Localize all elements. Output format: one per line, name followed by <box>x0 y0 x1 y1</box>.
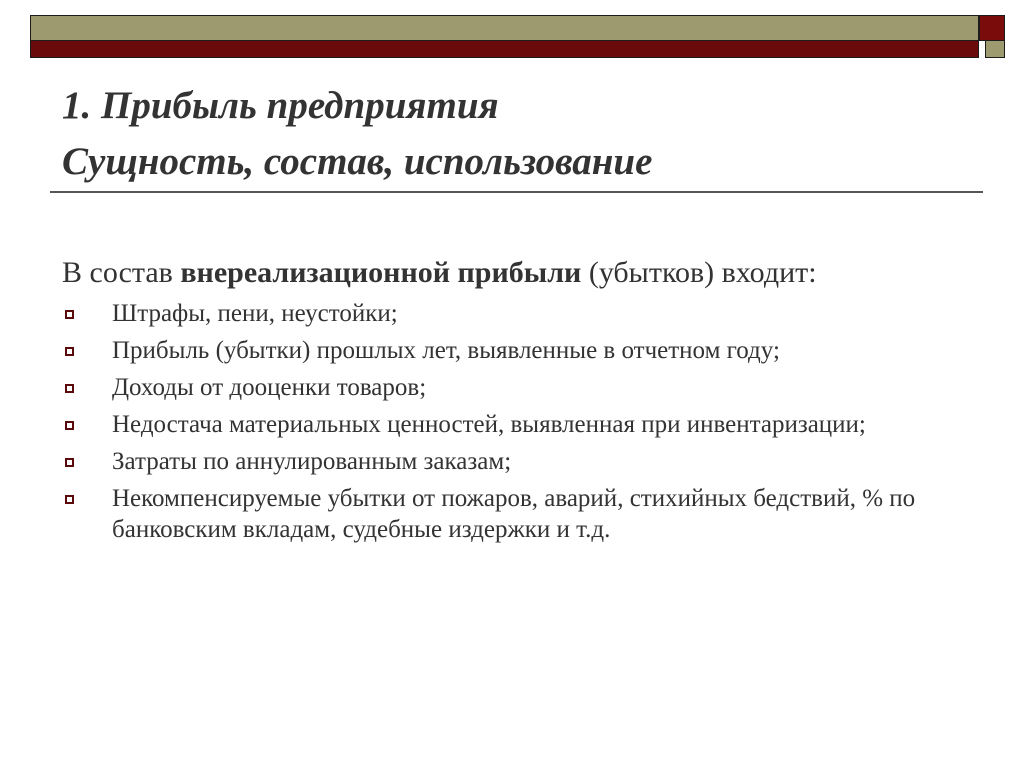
bullet-text: Штрафы, пени, неустойки; <box>112 300 398 327</box>
hollow-square-icon <box>65 347 74 356</box>
header-band-olive <box>30 15 979 41</box>
bullet-text: Доходы от дооценки товаров; <box>112 374 427 401</box>
hollow-square-icon <box>65 310 74 319</box>
hollow-square-icon <box>65 458 74 467</box>
bullet-list <box>62 298 942 551</box>
list-item <box>62 335 942 366</box>
bullet-text: Затраты по аннулированным заказам; <box>112 448 512 475</box>
hollow-square-icon <box>65 495 74 504</box>
list-item <box>62 483 942 545</box>
bullet-text: Прибыль (убытки) прошлых лет, выявленные в отчетном году; <box>112 337 780 364</box>
slide-title <box>62 78 962 190</box>
intro-after: (убытков) входит: <box>581 256 817 289</box>
list-item <box>62 446 942 477</box>
bullet-text: Некомпенсируемые убытки от пожаров, аварий, стихийных бедствий, % по банковским вкладам, судебные издержки и т.д. <box>112 485 916 543</box>
intro-before: В состав <box>62 256 181 289</box>
hollow-square-icon <box>65 384 74 393</box>
intro-bold: внереализационной прибыли <box>180 256 582 289</box>
bullet-text: Недостача материальных ценностей, выявленная при инвентаризации; <box>112 411 866 438</box>
list-item <box>62 372 942 403</box>
list-item <box>62 298 942 329</box>
header-band-red <box>30 41 979 58</box>
intro-text <box>62 253 817 293</box>
title-line-2: Сущность, состав, использование <box>62 140 653 183</box>
title-divider <box>50 191 983 193</box>
hollow-square-icon <box>65 421 74 430</box>
corner-square-olive <box>985 41 1005 58</box>
list-item <box>62 409 942 440</box>
title-line-1: 1. Прибыль предприятия <box>62 84 499 127</box>
corner-square-red <box>979 15 1005 41</box>
